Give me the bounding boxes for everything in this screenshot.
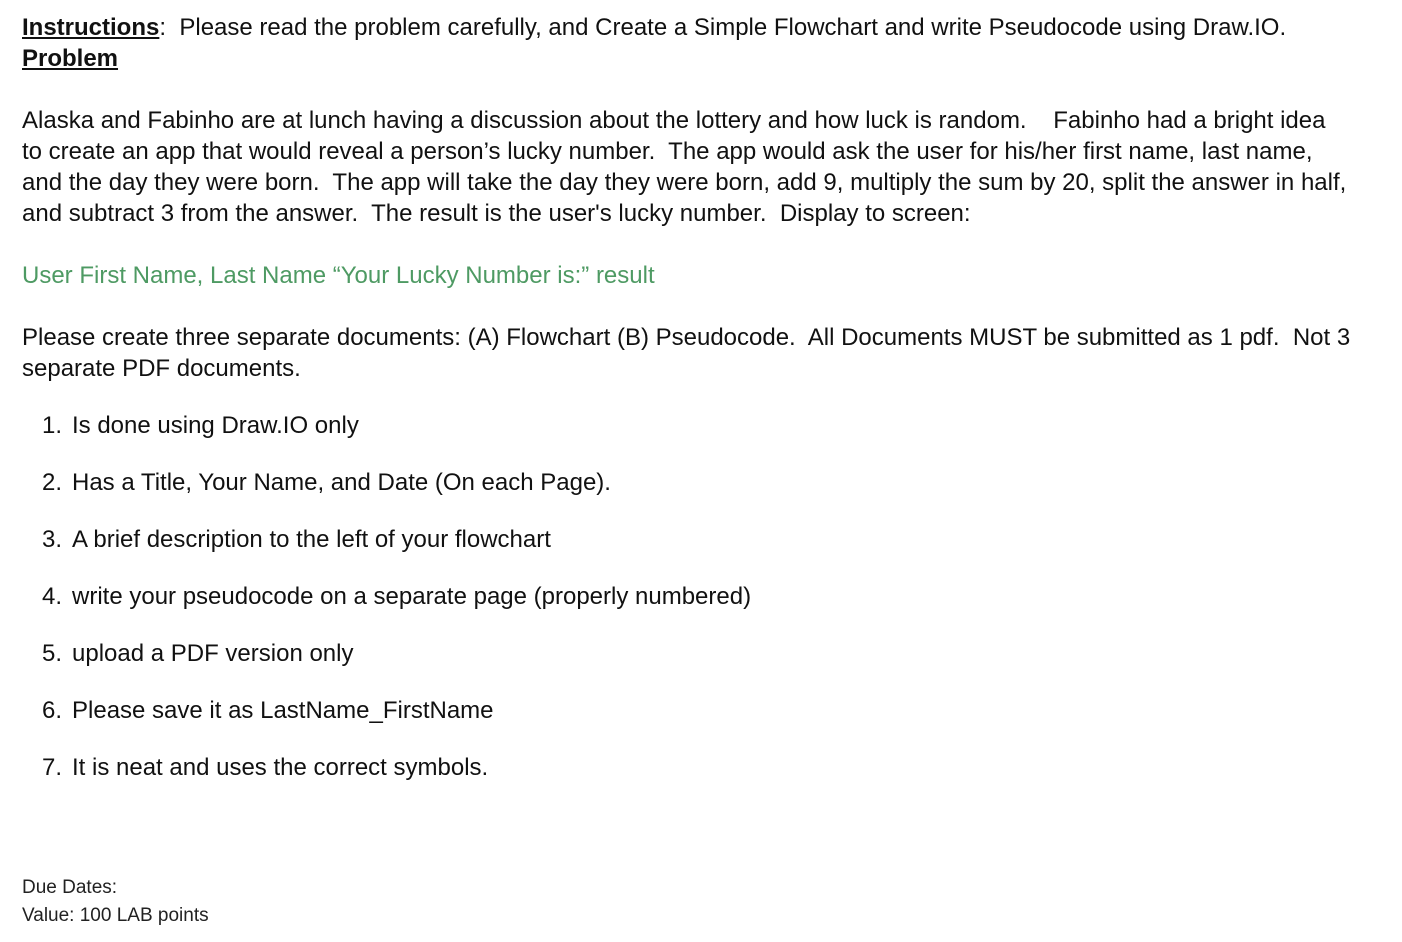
footer — [22, 874, 209, 930]
list-item-text: A brief description to the left of your flowchart — [72, 526, 551, 553]
list-item-text: It is neat and uses the correct symbols. — [72, 754, 489, 781]
list-item — [22, 695, 1352, 726]
assignment-document — [22, 12, 1357, 809]
spacer — [22, 229, 1352, 260]
list-item-number: 6. — [42, 697, 63, 724]
list-item-text: Has a Title, Your Name, and Date (On each Page). — [72, 469, 611, 496]
list-item — [22, 467, 1352, 498]
list-item — [22, 752, 1352, 783]
list-item — [22, 524, 1352, 555]
problem-heading — [22, 43, 1352, 74]
instructions-text: : Please read the problem carefully, and Create a Simple Flowchart and write Pseudocode using Draw.IO. — [159, 14, 1287, 41]
list-item-number: 2. — [42, 469, 63, 496]
list-item-text: upload a PDF version only — [72, 640, 354, 667]
documents-note: Please create three separate documents: (A) Flowchart (B) Pseudocode. All Documents MUST be submitted as 1 pdf. Not 3 separate PDF documents. — [22, 324, 1357, 382]
requirements-list — [22, 410, 1352, 783]
list-item-text: Is done using Draw.IO only — [72, 412, 359, 439]
display-format-line: User First Name, Last Name “Your Lucky Number is:” result — [22, 262, 655, 289]
list-item-number: 7. — [42, 754, 63, 781]
instructions-line — [22, 12, 1352, 43]
list-item-text: write your pseudocode on a separate page (properly numbered) — [72, 583, 752, 610]
spacer — [22, 291, 1352, 322]
list-item — [22, 410, 1352, 441]
list-item — [22, 581, 1352, 612]
due-dates-label: Due Dates: — [22, 877, 118, 898]
problem-heading-label: Problem — [22, 45, 119, 72]
list-item — [22, 638, 1352, 669]
list-item-number: 1. — [42, 412, 63, 439]
instructions-label: Instructions — [22, 14, 160, 41]
problem-paragraph: Alaska and Fabinho are at lunch having a discussion about the lottery and how luck is random. Fabinho had a bright idea to create an app that would reveal a person’s lucky number. The app would ask the user for his/her first name, last name, and the day they were born. The app will take the day they were born, add 9, multiply the sum by 20, split the answer in half, and subtract 3 from the answer. The result is the user's lucky number. Display to screen: — [22, 107, 1353, 227]
list-item-text: Please save it as LastName_FirstName — [72, 697, 494, 724]
list-item-number: 3. — [42, 526, 63, 553]
spacer — [22, 74, 1352, 105]
list-item-number: 4. — [42, 583, 63, 610]
list-item-number: 5. — [42, 640, 63, 667]
value-label: Value: 100 LAB points — [22, 905, 209, 926]
